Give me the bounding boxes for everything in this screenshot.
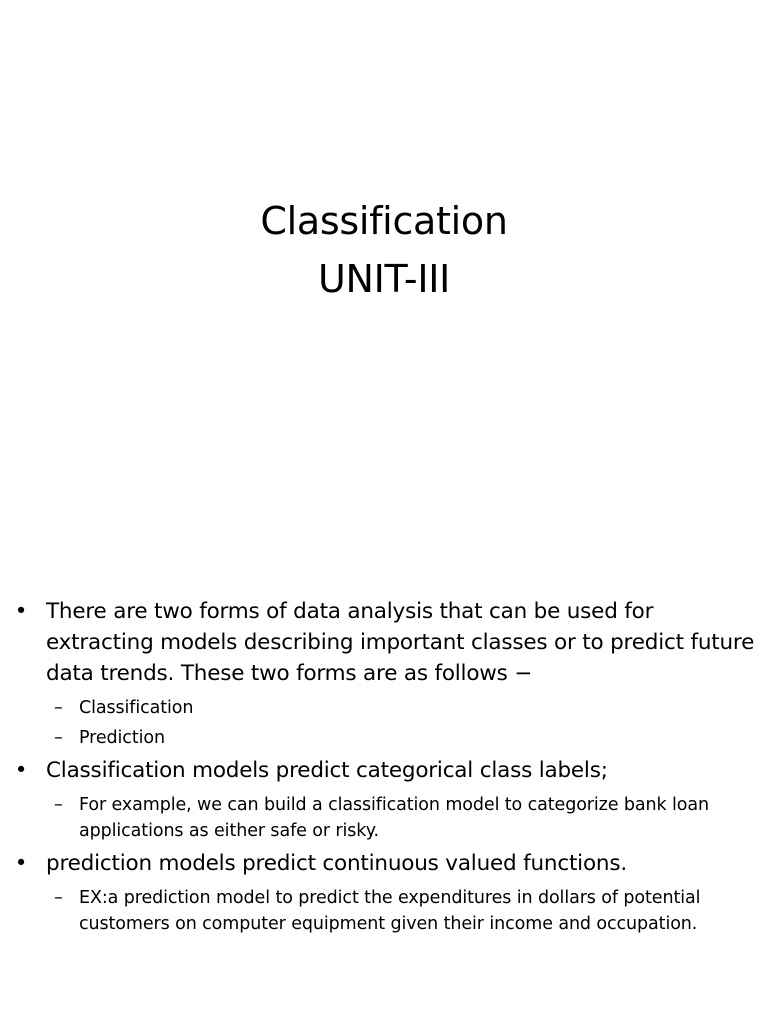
sub-item xyxy=(14,885,759,937)
bullet-item xyxy=(14,596,759,689)
sub-item xyxy=(14,695,759,721)
title-line-2: UNIT-III xyxy=(317,257,451,301)
sub-list xyxy=(14,695,759,751)
sub-text: EX:a prediction model to predict the expenditures in dollars of potential customers on computer equipment given their income and occupation. xyxy=(79,888,701,934)
bullet-item xyxy=(14,755,759,786)
bullet-text: Classification models predict categorical class labels; xyxy=(46,758,608,783)
bullet-marker: • xyxy=(14,851,28,876)
sub-text: Classification xyxy=(79,698,194,718)
sub-text: Prediction xyxy=(79,728,165,748)
sub-marker: – xyxy=(54,698,63,718)
sub-marker: – xyxy=(54,728,63,748)
bullet-list xyxy=(14,596,759,941)
sub-marker: – xyxy=(54,795,63,815)
sub-marker: – xyxy=(54,888,63,908)
sub-text: For example, we can build a classification model to categorize bank loan applications as either safe or risky. xyxy=(79,795,709,841)
sub-item xyxy=(14,725,759,751)
title-line-1: Classification xyxy=(260,199,508,243)
slide-title xyxy=(0,192,768,308)
bullet-text: There are two forms of data analysis that can be used for extracting models describing important classes or to predict future data trends. These two forms are as follows − xyxy=(46,599,755,686)
sub-list xyxy=(14,885,759,937)
sub-list xyxy=(14,792,759,844)
bullet-text: prediction models predict continuous valued functions. xyxy=(46,851,627,876)
bullet-marker: • xyxy=(14,758,28,783)
bullet-item xyxy=(14,848,759,879)
sub-item xyxy=(14,792,759,844)
bullet-marker: • xyxy=(14,599,28,624)
